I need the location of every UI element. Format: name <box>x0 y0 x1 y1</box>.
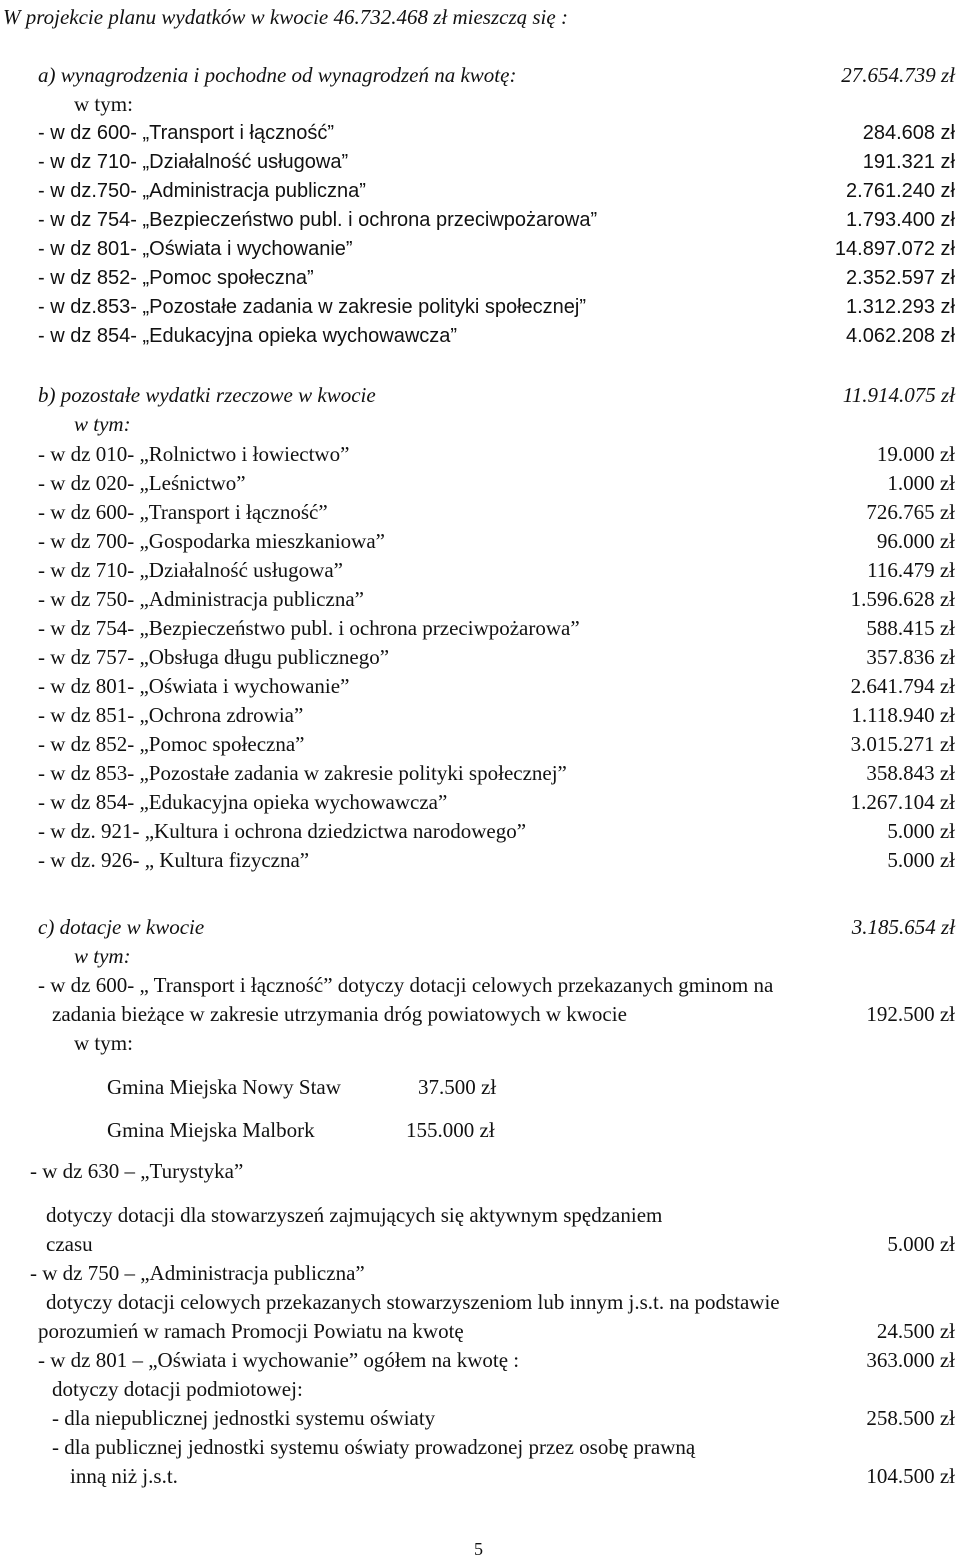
list-item <box>0 527 960 555</box>
dz630-line-1 <box>0 1201 960 1229</box>
section-a-total: 27.654.739 zł <box>841 63 955 87</box>
section-c-wtym <box>0 942 960 970</box>
item-text: - w dz 600- „Transport i łączność” <box>38 122 335 144</box>
paragraph-text: dotyczy dotacji podmiotowej: <box>52 1377 303 1401</box>
item-text: - dla niepublicznej jednostki systemu oświaty <box>52 1406 436 1430</box>
list-item <box>0 498 960 526</box>
list-item <box>0 440 960 468</box>
list-item <box>0 643 960 671</box>
item-amount: 258.500 zł <box>866 1406 955 1430</box>
item-amount: 1.000 zł <box>887 471 955 495</box>
paragraph-text: porozumień w ramach Promocji Powiatu na kwotę <box>38 1319 464 1343</box>
dz630-heading <box>0 1157 960 1185</box>
item-text: - w dz 750- „Administracja publiczna” <box>38 587 364 611</box>
list-item <box>0 469 960 497</box>
item-text: - w dz. 926- „ Kultura fizyczna” <box>38 848 310 872</box>
list-item <box>0 730 960 758</box>
list-item <box>0 614 960 642</box>
item-text: - w dz 853- „Pozostałe zadania w zakresie polityki społecznej” <box>38 761 567 785</box>
item-text: inną niż j.s.t. <box>70 1464 178 1488</box>
dz801-sub <box>0 1375 960 1403</box>
item-text: - dla publicznej jednostki systemu oświaty prowadzonej przez osobę prawną <box>52 1435 696 1459</box>
item-amount: 5.000 zł <box>887 819 955 843</box>
gmina-row <box>0 1073 960 1101</box>
item-amount: 363.000 zł <box>866 1348 955 1372</box>
item-amount: 1.793.400 zł <box>846 209 955 231</box>
section-c-total: 3.185.654 zł <box>851 915 955 939</box>
item-text: - w dz 710- „Działalność usługowa” <box>38 151 349 173</box>
section-c-title: c) dotacje w kwocie <box>38 915 205 939</box>
item-amount: 5.000 zł <box>887 848 955 872</box>
gmina-name: Gmina Miejska Malbork <box>107 1118 315 1142</box>
gmina-row <box>0 1116 960 1144</box>
item-amount: 19.000 zł <box>876 442 955 466</box>
item-amount: 104.500 zł <box>866 1464 955 1488</box>
item-text: - w dz 020- „Leśnictwo” <box>38 471 246 495</box>
item-amount: 4.062.208 zł <box>846 325 955 347</box>
list-item <box>0 148 960 176</box>
dz630-line-2 <box>0 1230 960 1258</box>
wtym-label: w tym: <box>74 92 133 116</box>
item-amount: 116.479 zł <box>867 558 955 582</box>
paragraph-text: zadania bieżące w zakresie utrzymania dróg powiatowych w kwocie <box>52 1002 627 1026</box>
section-b-title: b) pozostałe wydatki rzeczowe w kwocie <box>38 383 376 407</box>
list-item <box>0 119 960 147</box>
item-text: - w dz 700- „Gospodarka mieszkaniowa” <box>38 529 385 553</box>
item-amount: 284.608 zł <box>862 122 955 144</box>
dz600-line-2 <box>0 1000 960 1028</box>
list-item <box>0 293 960 321</box>
page-number: 5 <box>474 1539 483 1559</box>
list-item <box>0 846 960 874</box>
wtym-label: w tym: <box>74 944 131 968</box>
paragraph-text: - w dz 600- „ Transport i łączność” dotyczy dotacji celowych przekazanych gminom na <box>38 973 774 997</box>
list-item <box>0 701 960 729</box>
section-a-wtym <box>0 90 960 118</box>
item-amount: 2.352.597 zł <box>846 267 955 289</box>
page-header <box>0 3 960 31</box>
header-text: W projekcie planu wydatków w kwocie 46.732.468 zł mieszczą się : <box>3 5 568 29</box>
list-item <box>0 264 960 292</box>
item-text: - w dz 710- „Działalność usługowa” <box>38 558 343 582</box>
list-item <box>0 672 960 700</box>
dz750-line-1 <box>0 1288 960 1316</box>
list-item <box>0 759 960 787</box>
paragraph-text: dotyczy dotacji celowych przekazanych stowarzyszeniom lub innym j.s.t. na podstawie <box>46 1290 780 1314</box>
item-amount: 358.843 zł <box>866 761 955 785</box>
dz750-heading <box>0 1259 960 1287</box>
item-text: - w dz 757- „Obsługa długu publicznego” <box>38 645 390 669</box>
list-item <box>0 235 960 263</box>
item-amount: 2.761.240 zł <box>846 180 955 202</box>
item-text: - w dz 010- „Rolnictwo i łowiectwo” <box>38 442 350 466</box>
paragraph-text: - w dz 630 – „Turystyka” <box>30 1159 244 1183</box>
item-amount: 1.596.628 zł <box>850 587 955 611</box>
list-item <box>0 177 960 205</box>
dz600-wtym <box>0 1029 960 1057</box>
item-amount: 588.415 zł <box>866 616 955 640</box>
gmina-name: Gmina Miejska Nowy Staw <box>107 1075 341 1099</box>
list-item <box>0 322 960 350</box>
item-text: - w dz. 921- „Kultura i ochrona dziedzictwa narodowego” <box>38 819 527 843</box>
item-text: - w dz 801- „Oświata i wychowanie” <box>38 238 353 260</box>
list-item <box>0 206 960 234</box>
item-text: - w dz 754- „Bezpieczeństwo publ. i ochrona przeciwpożarowa” <box>38 209 598 231</box>
item-text: - w dz 754- „Bezpieczeństwo publ. i ochrona przeciwpożarowa” <box>38 616 580 640</box>
gmina-amount: 155.000 zł <box>406 1118 495 1142</box>
item-text: - w dz 801- „Oświata i wychowanie” <box>38 674 350 698</box>
item-amount: 3.015.271 zł <box>850 732 955 756</box>
item-amount: 5.000 zł <box>887 1232 955 1256</box>
section-b-heading <box>0 381 960 409</box>
gmina-amount: 37.500 zł <box>418 1075 497 1099</box>
list-item <box>0 585 960 613</box>
dz801-item-line-1 <box>0 1433 960 1461</box>
item-text: - w dz 852- „Pomoc społeczna” <box>38 732 305 756</box>
item-amount: 2.641.794 zł <box>850 674 955 698</box>
wtym-label: w tym: <box>74 1031 133 1055</box>
list-item <box>0 556 960 584</box>
item-amount: 14.897.072 zł <box>834 238 955 260</box>
item-amount: 96.000 zł <box>876 529 955 553</box>
paragraph-text: - w dz 801 – „Oświata i wychowanie” ogółem na kwotę : <box>38 1348 520 1372</box>
list-item <box>0 788 960 816</box>
wtym-label: w tym: <box>74 412 131 436</box>
list-item <box>0 817 960 845</box>
item-amount: 1.267.104 zł <box>850 790 955 814</box>
item-amount: 726.765 zł <box>866 500 955 524</box>
item-amount: 192.500 zł <box>866 1002 955 1026</box>
item-amount: 191.321 zł <box>862 151 955 173</box>
item-amount: 1.118.940 zł <box>851 703 955 727</box>
item-text: - w dz.750- „Administracja publiczna” <box>38 180 366 202</box>
section-b-wtym <box>0 410 960 438</box>
paragraph-text: dotyczy dotacji dla stowarzyszeń zajmujących się aktywnym spędzaniem <box>46 1203 663 1227</box>
item-text: - w dz 852- „Pomoc społeczna” <box>38 267 314 289</box>
dz801-heading <box>0 1346 960 1374</box>
item-text: - w dz 854- „Edukacyjna opieka wychowawcza” <box>38 790 448 814</box>
dz801-item-line-2 <box>0 1462 960 1490</box>
paragraph-text: - w dz 750 – „Administracja publiczna” <box>30 1261 365 1285</box>
section-a-heading <box>0 61 960 89</box>
section-a-title: a) wynagrodzenia i pochodne od wynagrodzeń na kwotę: <box>38 63 517 87</box>
paragraph-text: czasu <box>46 1232 93 1256</box>
section-b-total: 11.914.075 zł <box>842 383 955 407</box>
dz600-line-1 <box>0 971 960 999</box>
item-text: - w dz 854- „Edukacyjna opieka wychowawcza” <box>38 325 458 347</box>
item-amount: 357.836 zł <box>866 645 955 669</box>
page-footer <box>0 1535 960 1563</box>
item-amount: 1.312.293 zł <box>846 296 955 318</box>
item-text: - w dz.853- „Pozostałe zadania w zakresie polityki społecznej” <box>38 296 587 318</box>
item-text: - w dz 851- „Ochrona zdrowia” <box>38 703 304 727</box>
dz750-line-2 <box>0 1317 960 1345</box>
item-amount: 24.500 zł <box>876 1319 955 1343</box>
dz801-item <box>0 1404 960 1432</box>
item-text: - w dz 600- „Transport i łączność” <box>38 500 328 524</box>
section-c-heading <box>0 913 960 941</box>
